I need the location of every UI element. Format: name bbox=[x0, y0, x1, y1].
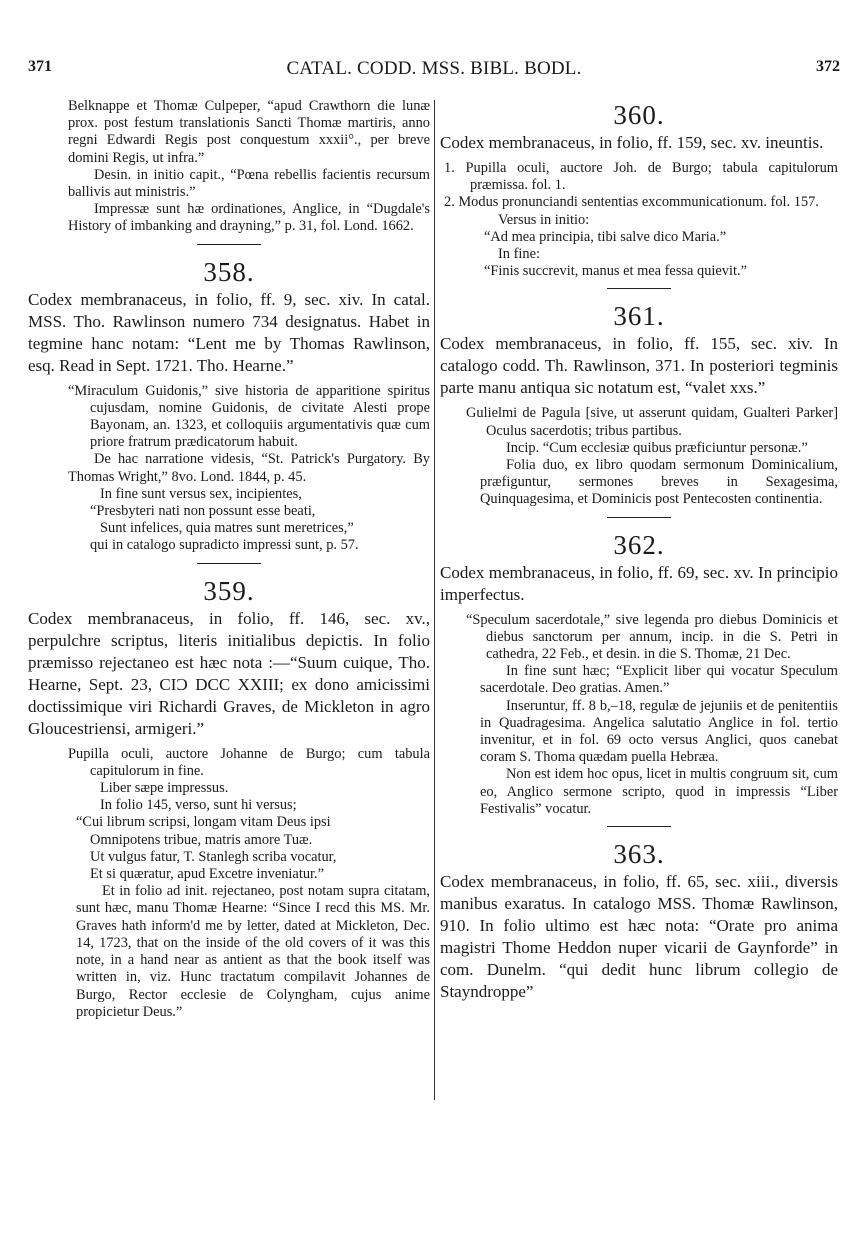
entry-358-note: De hac narratione videsis, “St. Patrick's Purgatory. By Thomas Wright,” 8vo. Lond. 1844, p. 45. bbox=[68, 451, 430, 485]
section-rule bbox=[607, 288, 671, 289]
codex-description-359: Codex membranaceus, in folio, ff. 146, sec. xv., perpulchre scriptus, literis initialibus depictis. In folio præmisso rejectaneo est hæc nota :—“Suum cuique, Tho. Hearne, Sept. 23, CIƆ DCC XXIII; ex dono amicissimi doctissimique viri Richardi Graves, de Mickleton in agro Gloucestriensi, armigeri.” bbox=[28, 608, 430, 738]
page-header bbox=[28, 58, 840, 82]
entry-358-text: “Miraculum Guidonis,” sive historia de apparitione spiritus cujusdam, nomine Guidonis, de civitate Alesti prope Bayonam, an. 1323, et colloquiis argumentativis quæ cum priore fratrum prædicatorum habuit. bbox=[68, 382, 430, 451]
section-rule bbox=[197, 563, 261, 564]
codex-description-362: Codex membranaceus, in folio, ff. 69, sec. xv. In principio imperfectus. bbox=[440, 562, 838, 604]
entry-359-hearne-note: Et in folio ad init. rejectaneo, post notam supra citatam, sunt hæc, manu Thomæ Hearne: “Since I recd this MS. Mr. Graves hath inform'd me by letter, dated at Mickleton, Dec. 14, 1723, that on the inside of the old covers of it was this note, in a hand near as antient as that the book itself was written in, viz. Hunc tractatum compilavit Johannes de Burgo, Rector ecclesie de Colyngham, cujus anime propicietur Deus.” bbox=[76, 883, 430, 1020]
codex-description-363: Codex membranaceus, in folio, ff. 65, sec. xiii., diversis manibus exaratus. In catalogo MSS. Thomæ Rawlinson, 910. In folio ultimo est hæc nota: “Orate pro anima magistri Thome Heddon nuper vicarii de Gaynforde” in com. Dunelm. “qui dedit hunc librum collegio de Stayndroppe” bbox=[440, 872, 838, 1002]
entry-360-item-2: 2. Modus pronunciandi sententias excommunicationum. fol. 157. bbox=[444, 194, 819, 211]
entry-362-non-est: Non est idem hoc opus, licet in multis congruum sit, cum eo, Anglico sermone scripto, quod in impressis “Liber Festivalis” vocatur. bbox=[480, 766, 838, 817]
entry-359-verses-intro: In folio 145, verso, sunt hi versus; bbox=[100, 797, 297, 814]
entry-359-verse-3: Ut vulgus fatur, T. Stanlegh scriba vocatur, bbox=[90, 848, 337, 865]
codex-description-360: Codex membranaceus, in folio, ff. 159, sec. xv. ineuntis. bbox=[440, 133, 824, 152]
entry-number-359: 359. bbox=[203, 575, 255, 606]
entry-358-verse-source: qui in catalogo supradicto impressi sunt, p. 57. bbox=[90, 537, 359, 554]
entry-357-impressae: Impressæ sunt hæ ordinationes, Anglice, in “Dugdale's History of imbanking and drayning,” p. 31, fol. Lond. 1662. bbox=[68, 201, 430, 235]
entry-362-in-fine: In fine sunt hæc; “Explicit liber qui vocatur Speculum sacerdotale. Deo gratias. Amen.” bbox=[480, 663, 838, 697]
page-number-left: 371 bbox=[28, 58, 52, 75]
column-divider bbox=[434, 100, 435, 1100]
entry-359-impressus: Liber sæpe impressus. bbox=[100, 780, 229, 797]
entry-361-folia: Folia duo, ex libro quodam sermonum Dominicalium, præfiguntur, sermones breves in Sexagesima, Quinquagesima, et Dominicis post Pentecosten continentia. bbox=[480, 457, 838, 508]
running-title: CATAL. CODD. MSS. BIBL. BODL. bbox=[286, 58, 582, 79]
entry-number-358: 358. bbox=[203, 256, 255, 287]
entry-360-in-fine: In fine: bbox=[498, 246, 540, 263]
entry-360-verse-2: “Finis succrevit, manus et mea fessa quievit.” bbox=[484, 263, 747, 280]
section-rule bbox=[197, 244, 261, 245]
right-column bbox=[440, 98, 838, 1003]
entry-359-verse-1: “Cui librum scripsi, longam vitam Deus ipsi bbox=[76, 814, 331, 831]
entry-361-incip: Incip. “Cum ecclesiæ quibus præficiuntur personæ.” bbox=[506, 439, 808, 456]
entry-358-verse-2: Sunt infelices, quia matres sunt meretrices,” bbox=[100, 520, 354, 537]
entry-number-360: 360. bbox=[613, 100, 665, 130]
codex-description-358: Codex membranaceus, in folio, ff. 9, sec. xiv. In catal. MSS. Tho. Rawlinson numero 734 designatus. Habet in tegmine hanc notam: “Lent me by Thomas Rawlinson, esq. Read in Sept. 1721. Tho. Hearne.” bbox=[28, 289, 430, 375]
section-rule bbox=[607, 826, 671, 827]
page-number-right: 372 bbox=[816, 58, 840, 75]
entry-361-text: Gulielmi de Pagula [sive, ut asserunt quidam, Gualteri Parker] Oculus sacerdotis; tribus partibus. bbox=[466, 405, 838, 439]
entry-359-verse-2: Omnipotens tribue, matris amore Tuæ. bbox=[90, 831, 313, 848]
entry-359-verse-4: Et si quæratur, apud Excetre inveniatur.” bbox=[90, 866, 324, 883]
left-column bbox=[28, 98, 430, 1021]
entry-362-text: “Speculum sacerdotale,” sive legenda pro diebus Dominicis et diebus sanctorum per annum, incip. in die S. Petri in cathedra, 22 Feb., et desin. in die S. Thomæ, 21 Dec. bbox=[466, 611, 838, 663]
entry-number-361: 361. bbox=[613, 301, 665, 332]
entry-number-363: 363. bbox=[613, 839, 665, 870]
entry-number-362: 362. bbox=[613, 529, 665, 560]
entry-360-verse-1: “Ad mea principia, tibi salve dico Maria.” bbox=[484, 228, 727, 245]
section-rule bbox=[607, 517, 671, 518]
entry-357-desin: Desin. in initio capit., “Pœna rebellis facientis recursum ballivis aut ministris.” bbox=[68, 166, 430, 201]
entry-360-item-1: 1. Pupilla oculi, auctore Joh. de Burgo; tabula capitulorum præmissa. fol. 1. bbox=[444, 160, 838, 194]
entry-359-text: Pupilla oculi, auctore Johanne de Burgo; cum tabula capitulorum in fine. bbox=[68, 745, 430, 779]
entry-357-continuation: Belknappe et Thomæ Culpeper, “apud Crawthorn die lunæ prox. post festum translationis Sancti Thomæ martiris, anno regni Edwardi Regis post conquestum xxxii°., per breve domini Regis, ut infra.” bbox=[68, 98, 430, 166]
entry-358-verses-intro: In fine sunt versus sex, incipientes, bbox=[100, 485, 302, 502]
entry-360-versus-initio: Versus in initio: bbox=[498, 211, 590, 228]
codex-description-361: Codex membranaceus, in folio, ff. 155, sec. xiv. In catalogo codd. Th. Rawlinson, 371. In posteriori tegminis parte manu antiqua sic notatum est, “valet xxs.” bbox=[440, 334, 838, 398]
entry-358-verse-1: “Presbyteri nati non possunt esse beati, bbox=[90, 503, 316, 520]
entry-362-inseruntur: Inseruntur, ff. 8 b,–18, regulæ de jejuniis et de penitentiis in Quadragesima. Angelica salutatio Anglice in fol. tertio invenitur, et in fol. 69 octo versus Anglici, quos canebat coram S. Thoma quædam puella Hebræa. bbox=[480, 697, 838, 766]
